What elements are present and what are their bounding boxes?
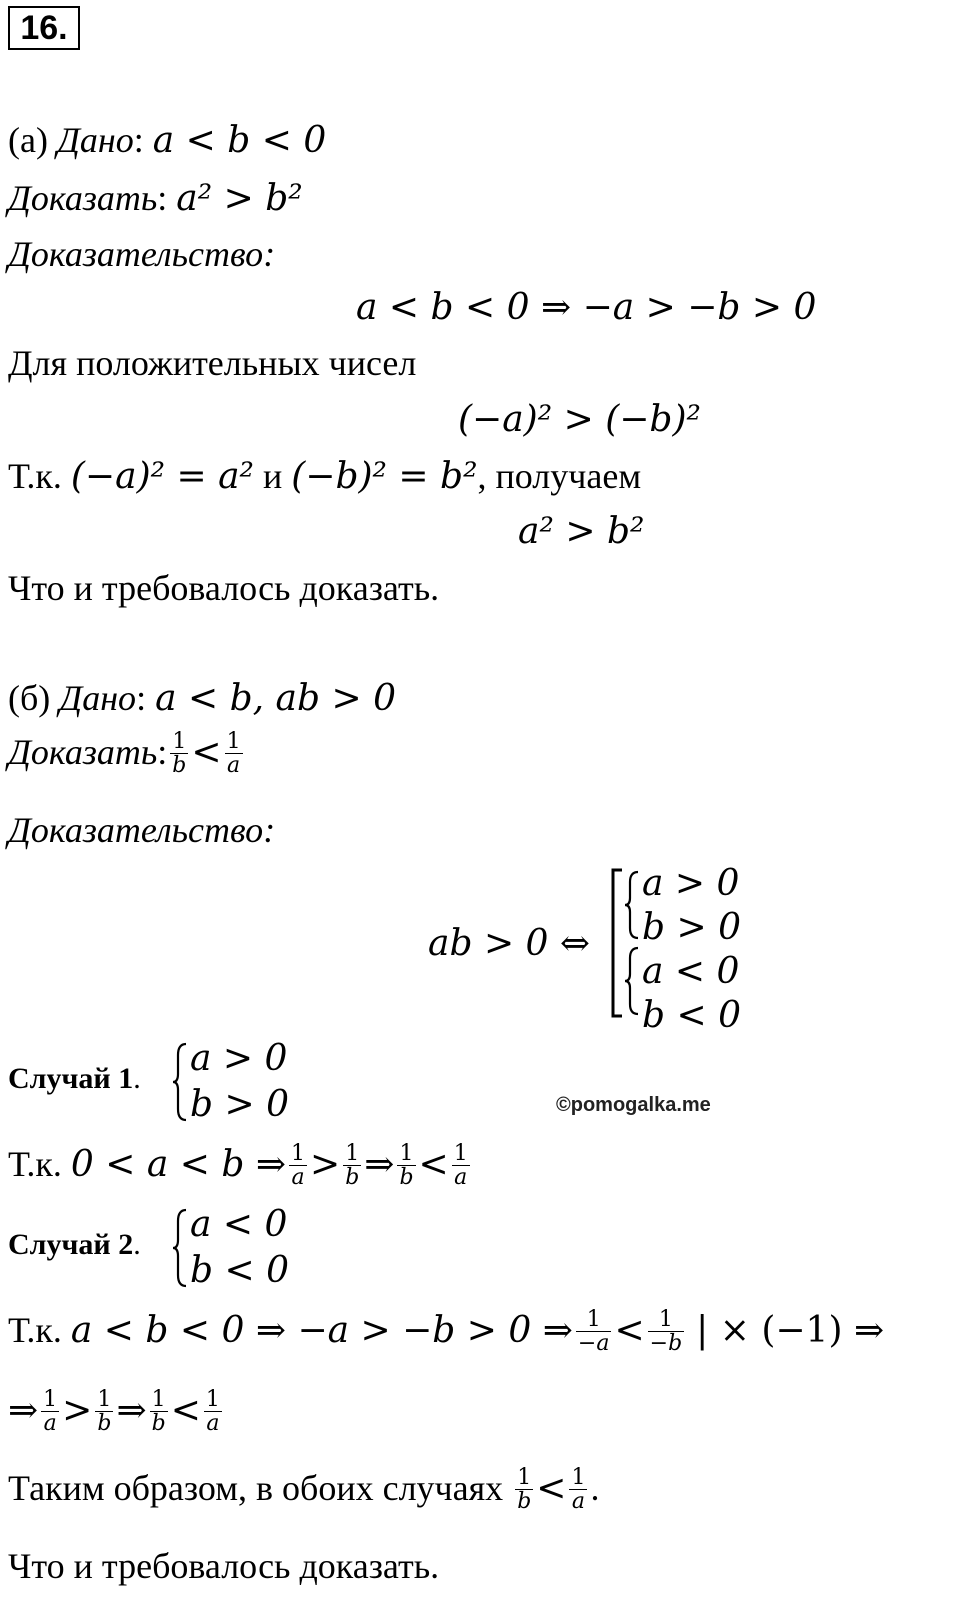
sys1-row2: b > 0 bbox=[642, 907, 741, 948]
part-a-prove: Доказать: a² > b² bbox=[8, 178, 303, 219]
equivalence-sets bbox=[610, 862, 810, 1036]
part-b-prove: Доказать: $\frac{1}{b}$ < $\frac{1}{a}$ bbox=[8, 729, 241, 779]
case2-label: Случай 2. bbox=[8, 1228, 141, 1261]
case1-line: Т.к. 0 < a < b ⇒ $\frac{1}{a}$ > $\frac{1}{b}$ ⇒ $\frac{1}{b}$ < $\frac{1}{a}$ bbox=[8, 1141, 468, 1191]
watermark: ©pomogalka.me bbox=[556, 1094, 711, 1116]
sys1-row1: a > 0 bbox=[642, 863, 740, 904]
case1-system bbox=[172, 1036, 312, 1128]
case1-label: Случай 1. bbox=[8, 1062, 141, 1095]
case2-line2: ⇒ $\frac{1}{a}$ > $\frac{1}{b}$ ⇒ $\frac{1}{b}$ < $\frac{1}{a}$ bbox=[8, 1387, 220, 1437]
part-a-conclusion: Что и требовалось доказать. bbox=[8, 568, 440, 608]
case2-row2: b < 0 bbox=[190, 1250, 289, 1291]
case1-row1: a > 0 bbox=[190, 1038, 288, 1079]
problem-number: 16. bbox=[8, 6, 80, 50]
brace-icon bbox=[624, 870, 640, 940]
brace-icon bbox=[172, 1208, 188, 1288]
part-b-given: (б) Дано: a < b, ab > 0 bbox=[8, 678, 396, 719]
case2-line1: Т.к. a < b < 0 ⇒ −a > −b > 0 ⇒ $\frac{1}{-a}$ < $\frac{1}{-b}$ | × (−1) ⇒ bbox=[8, 1307, 885, 1357]
part-b-equiv-left: ab > 0 ⇔ bbox=[428, 923, 591, 964]
part-a-proof-heading: Доказательство: bbox=[8, 234, 276, 274]
case2-row1: a < 0 bbox=[190, 1204, 288, 1245]
part-a-step2: (−a)² > (−b)² bbox=[458, 399, 701, 440]
case2-system bbox=[172, 1202, 312, 1294]
part-b-proof-heading: Доказательство: bbox=[8, 810, 276, 850]
part-b-conclusion: Что и требовалось доказать. bbox=[8, 1546, 440, 1586]
part-a-text2: Т.к. (−a)² = a² и (−b)² = b², получаем bbox=[8, 456, 642, 497]
square-bracket-icon bbox=[610, 868, 624, 1018]
part-a-text1: Для положительных чисел bbox=[8, 343, 417, 383]
brace-icon bbox=[172, 1042, 188, 1122]
part-a-step3: a² > b² bbox=[518, 511, 645, 552]
part-a-given: (а) Дано: a < b < 0 bbox=[8, 120, 327, 161]
brace-icon bbox=[624, 946, 640, 1016]
case1-row2: b > 0 bbox=[190, 1084, 289, 1125]
part-b-summary: Таким образом, в обоих случаях $\frac{1}{b}$ < $\frac{1}{a}$ . bbox=[8, 1465, 600, 1515]
sys2-row2: b < 0 bbox=[642, 995, 741, 1036]
part-a-step1: a < b < 0 ⇒ −a > −b > 0 bbox=[356, 287, 817, 328]
sys2-row1: a < 0 bbox=[642, 951, 740, 992]
